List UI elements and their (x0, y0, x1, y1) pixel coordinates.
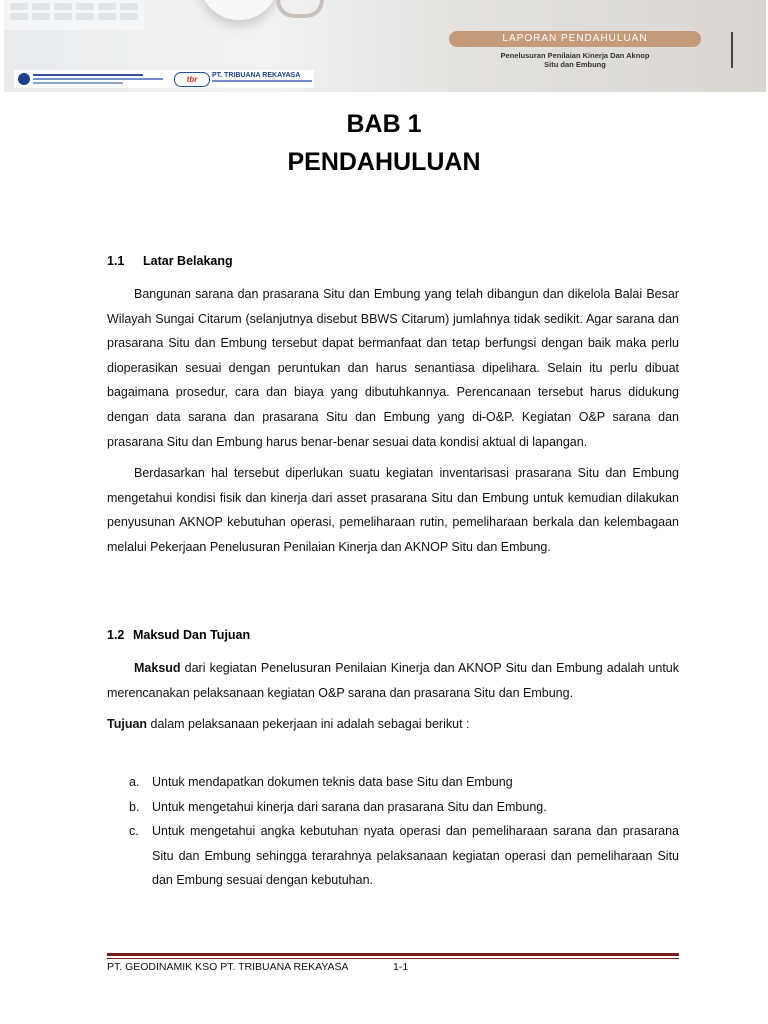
page-number: 1-1 (393, 961, 409, 973)
banner-divider (731, 32, 733, 68)
section-title: Latar Belakang (143, 254, 233, 268)
footer-rule (107, 953, 679, 956)
header-banner (4, 0, 766, 92)
list-item: a. Untuk mendapatkan dokumen teknis data base Situ dan Embung (129, 775, 513, 789)
logo-strip (14, 70, 314, 88)
section-heading-latar-belakang (107, 254, 233, 268)
objectives-list (107, 770, 679, 893)
section-body-maksud (107, 656, 679, 737)
list-item: b. Untuk mengetahui kinerja dari sarana dan prasarana Situ dan Embung. (129, 799, 547, 814)
paragraph-tujuan (107, 712, 679, 737)
geodinamik-logo (18, 72, 168, 86)
chapter-title: PENDAHULUAN (287, 148, 481, 176)
mug-handle (276, 0, 324, 18)
coffee-mug-photo (199, 0, 279, 20)
footer-company: PT. GEODINAMIK KSO PT. TRIBUANA REKAYASA (107, 961, 349, 973)
maksud-text: dari kegiatan Penelusuran Penilaian Kinerja dan AKNOP Situ dan Embung adalah untuk merencanakan pelaksanaan kegiatan O&P sarana dan prasarana Situ dan Embung. (107, 661, 679, 700)
tribuana-logo-text: PT. TRIBUANA REKAYASA (212, 72, 301, 79)
section-number: 1.2 (107, 628, 125, 642)
tbr-logo-mark: tbr (174, 72, 210, 87)
paragraph: Bangunan sarana dan prasarana Situ dan Embung yang telah dibangun dan dikelola Balai Besar Wilayah Sungai Citarum (selanjutnya disebut BBWS Citarum) jumlahnya tidak sedikit. Agar sarana dan prasarana Situ dan Embung tersebut dapat bermanfaat dan tetap berfungsi dengan baik maka perlu dioperasikan sesuai dengan peruntukan dan harus senantiasa dipelihara. Selain itu perlu dibuat bagaimana prosedur, cara dan biaya yang dibutuhkannya. Perencanaan tersebut harus didukung dengan data sarana dan prasarana Situ dan Embung yang di-O&P. Kegiatan O&P sarana dan prasarana Situ dan Embung harus benar-benar sesuai data kondisi aktual di lapangan. (107, 287, 679, 449)
list-item: c. Untuk mengetahui angka kebutuhan nyata operasi dan pemeliharaan sarana dan prasarana Situ dan Embung sehingga terarahnya pelaksanaan kegiatan operasi dan pemeliharaan Situ dan Embung sesuai dengan kebutuhan. (129, 824, 679, 888)
section-title: Maksud Dan Tujuan (133, 628, 251, 642)
section-body-latar-belakang (107, 282, 679, 560)
chapter-number: BAB 1 (346, 110, 422, 138)
maksud-label: Maksud (134, 661, 181, 675)
tujuan-label: Tujuan (107, 717, 148, 732)
paragraph: Berdasarkan hal tersebut diperlukan suatu kegiatan inventarisasi prasarana Situ dan Embung mengetahui kondisi fisik dan kinerja dari asset prasarana Situ dan Embung untuk kemudian dilakukan penyusunan AKNOP kebutuhan operasi, pemeliharaan rutin, pemeliharaan berkala dan kelembagaan melalui Pekerjaan Penelusuran Penilaian Kinerja dan AKNOP Situ dan Embung. (107, 466, 679, 554)
footer-rule-thin (107, 958, 679, 959)
section-heading-maksud-tujuan (107, 628, 250, 642)
report-label: LAPORAN PENDAHULUAN (449, 31, 701, 47)
tribuana-logo (174, 72, 314, 86)
section-number: 1.1 (107, 254, 125, 268)
tujuan-text: dalam pelaksanaan pekerjaan ini adalah sebagai berikut : (147, 717, 470, 732)
keyboard-photo (4, 0, 144, 30)
paragraph-maksud (107, 656, 679, 705)
report-subtitle: Penelusuran Penilaian Kinerja Dan Aknop Situ dan Embung (500, 51, 650, 69)
